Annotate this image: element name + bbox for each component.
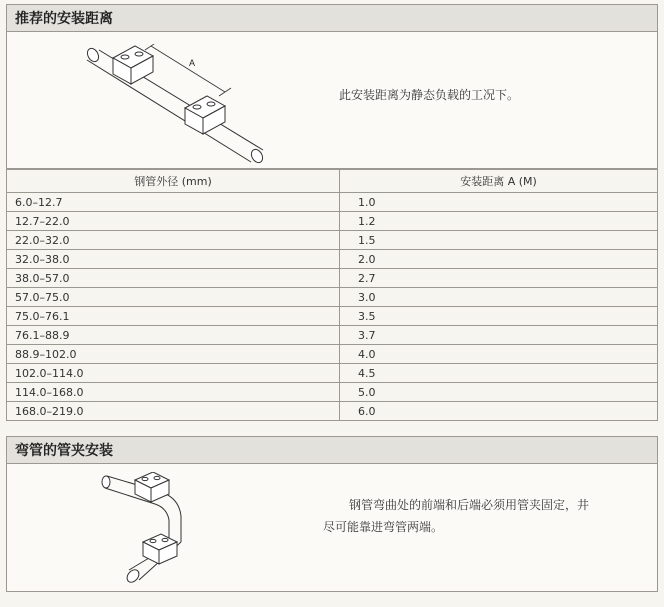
table-row: [7, 364, 658, 383]
column-header-install-distance: 安装距离 A (M): [340, 170, 658, 193]
section-title-text: 推荐的安装距离: [15, 11, 113, 27]
bent-pipe-panel: [6, 464, 658, 592]
table-row: [7, 307, 658, 326]
pipe-diameter-cell: 22.0–32.0: [7, 231, 340, 250]
pipe-diameter-cell: 75.0–76.1: [7, 307, 340, 326]
pipe-clamp-distance-illustration: [73, 44, 273, 169]
pipe-diameter-cell: 6.0–12.7: [7, 193, 340, 212]
install-distance-cell: 4.5: [340, 364, 658, 383]
section-title-recommended-distance: [6, 4, 658, 32]
dimension-label-a: A: [189, 58, 196, 68]
section-title-bent-pipe-clamp: [6, 436, 658, 464]
table-row: [7, 345, 658, 364]
install-distance-cell: 2.7: [340, 269, 658, 288]
pipe-clamp-icon: [113, 46, 153, 84]
pipe-diameter-cell: 168.0–219.0: [7, 402, 340, 421]
pipe-clamp-icon: [135, 472, 169, 502]
pipe-clamp-icon: [185, 96, 225, 134]
table-row: [7, 250, 658, 269]
table-row: [7, 402, 658, 421]
pipe-diameter-cell: 114.0–168.0: [7, 383, 340, 402]
table-row: [7, 269, 658, 288]
pipe-diameter-cell: 88.9–102.0: [7, 345, 340, 364]
install-distance-cell: 3.0: [340, 288, 658, 307]
pipe-diameter-cell: 38.0–57.0: [7, 269, 340, 288]
pipe-diameter-cell: 102.0–114.0: [7, 364, 340, 383]
install-distance-cell: 1.0: [340, 193, 658, 212]
table-row: [7, 231, 658, 250]
pipe-diameter-cell: 57.0–75.0: [7, 288, 340, 307]
pipe-diameter-cell: 32.0–38.0: [7, 250, 340, 269]
table-row: [7, 288, 658, 307]
pipe-distance-table: [6, 169, 658, 421]
installation-distance-note: 此安装距离为静态负载的工况下。: [339, 88, 520, 102]
column-header-pipe-diameter: 钢管外径 (mm): [7, 170, 340, 193]
table-row: [7, 326, 658, 345]
bent-pipe-note-line: 尽可能靠进弯管两端。: [323, 520, 444, 534]
table-row: [7, 212, 658, 231]
install-distance-cell: 6.0: [340, 402, 658, 421]
install-distance-cell: 1.2: [340, 212, 658, 231]
install-distance-cell: 1.5: [340, 231, 658, 250]
install-distance-cell: 5.0: [340, 383, 658, 402]
pipe-diameter-cell: 76.1–88.9: [7, 326, 340, 345]
section-title-text: 弯管的管夹安装: [15, 443, 113, 459]
pipe-diameter-cell: 12.7–22.0: [7, 212, 340, 231]
table-row: [7, 193, 658, 212]
bent-pipe-note: [323, 494, 589, 538]
pipe-clamp-icon: [143, 534, 177, 564]
installation-distance-panel: [6, 32, 658, 169]
install-distance-cell: 2.0: [340, 250, 658, 269]
bent-pipe-clamp-illustration: [99, 472, 219, 590]
bent-pipe-note-line: 钢管弯曲处的前端和后端必须用管夹固定，井: [349, 498, 590, 512]
install-distance-cell: 3.7: [340, 326, 658, 345]
table-header-row: [7, 170, 658, 193]
install-distance-cell: 3.5: [340, 307, 658, 326]
table-row: [7, 383, 658, 402]
install-distance-cell: 4.0: [340, 345, 658, 364]
